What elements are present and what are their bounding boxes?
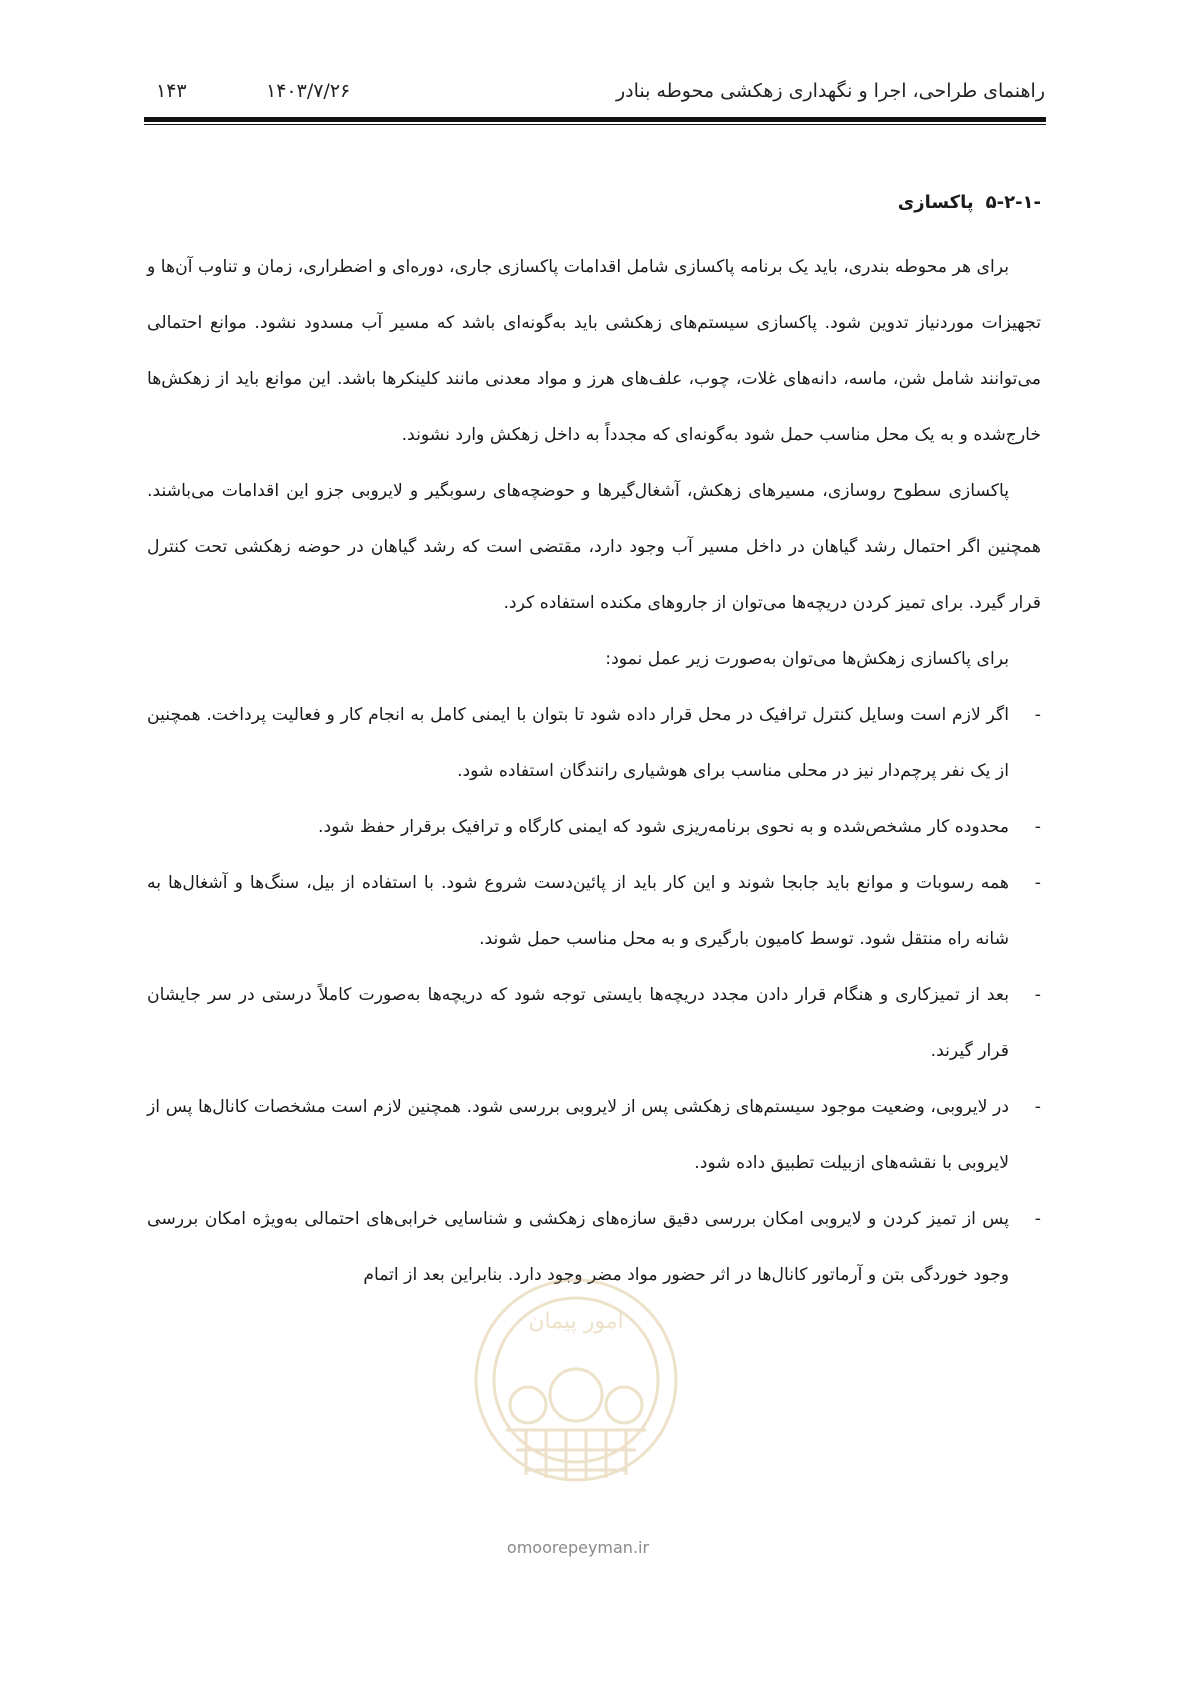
section-heading: [147, 175, 1041, 231]
watermark-logo: [466, 1270, 686, 1510]
list-dash: -: [1034, 1209, 1041, 1229]
list-dash: -: [1034, 1097, 1041, 1117]
running-title: راهنمای طراحی، اجرا و نگهداری زهکشی محوطه بنادر: [615, 80, 1045, 102]
header-date: ۱۴۰۳/۷/۲۶: [266, 80, 351, 102]
list-item-text: اگر لازم است وسایل کنترل ترافیک در محل قرار داده شود تا بتوان با ایمنی کامل به انجام کار و فعالیت پرداخت. همچنین از یک نفر پرچم‌دار نیز در محلی مناسب برای هوشیاری رانندگان استفاده شود.: [147, 705, 1009, 781]
list-dash: -: [1034, 985, 1041, 1005]
list-item-text: پس از تمیز کردن و لایروبی امکان بررسی دقیق سازه‌های زهکشی و شناسایی خرابی‌های احتمالی به‌ویژه امکان بررسی وجود خوردگی بتن و آرماتور کانال‌ها در اثر حضور مواد مضر وجود دارد. بنابراین بعد از اتمام: [147, 1209, 1009, 1285]
list-item: [147, 967, 1041, 1079]
page-body: [147, 175, 1041, 1303]
paragraph-1: برای هر محوطه بندری، باید یک برنامه پاکسازی شامل اقدامات پاکسازی جاری، دوره‌ای و اضطراری، زمان و تناوب آن‌ها و تجهیزات موردنیاز تدوین شود. پاکسازی سیستم‌های زهکشی باید به‌گونه‌ای باشد که مسیر آب مسدود نشود. موانع احتمالی می‌توانند شامل شن، ماسه، دانه‌های غلات، چوب، علف‌های هرز و مواد معدنی مانند کلینکرها باشد. این موانع باید از زهکش‌ها خارج‌شده و به یک محل مناسب حمل شود به‌گونه‌ای که مجدداً به داخل زهکش وارد نشوند.: [147, 257, 1041, 445]
list-dash: -: [1034, 817, 1041, 837]
list-item-text: محدوده کار مشخص‌شده و به نحوی برنامه‌ریزی شود که ایمنی کارگاه و ترافیک برقرار حفظ شود.: [318, 817, 1009, 837]
list-item: [147, 1079, 1041, 1191]
list-intro: برای پاکسازی زهکش‌ها می‌توان به‌صورت زیر عمل نمود:: [605, 649, 1009, 669]
section-title: پاکسازی: [897, 192, 974, 213]
list-item: [147, 799, 1041, 855]
list-item: [147, 855, 1041, 967]
list-item: [147, 687, 1041, 799]
watermark-site: omoorepeyman.ir: [506, 1538, 650, 1557]
list-item-text: بعد از تمیزکاری و هنگام قرار دادن مجدد دریچه‌ها بایستی توجه شود که دریچه‌ها به‌صورت کاملاً درستی در سر جایشان قرار گیرند.: [147, 985, 1009, 1061]
section-number: ۵-۲-۱-: [985, 192, 1041, 213]
header-rule-thick: [144, 117, 1046, 122]
cleaning-steps-list: [147, 687, 1041, 1303]
page-header: [146, 76, 1045, 106]
list-dash: -: [1034, 873, 1041, 893]
paragraph-2: پاکسازی سطوح روسازی، مسیرهای زهکش، آشغال‌گیرها و حوضچه‌های رسوبگیر و لایروبی جزو این اقدامات می‌باشند. همچنین اگر احتمال رشد گیاهان در داخل مسیر آب وجود دارد، مقتضی است که رشد گیاهان در حوضه زهکشی تحت کنترل قرار گیرد. برای تمیز کردن دریچه‌ها می‌توان از جاروهای مکنده استفاده کرد.: [147, 481, 1041, 613]
header-rule-thin: [144, 124, 1046, 125]
list-item-text: در لایروبی، وضعیت موجود سیستم‌های زهکشی پس از لایروبی بررسی شود. همچنین لازم است مشخصات کانال‌ها پس از لایروبی با نقشه‌های ازبیلت تطبیق داده شود.: [147, 1097, 1009, 1173]
page-number: ۱۴۳: [156, 80, 187, 102]
list-item-text: همه رسوبات و موانع باید جابجا شوند و این کار باید از پائین‌دست شروع شود. با استفاده از بیل، سنگ‌ها و آشغال‌ها به شانه راه منتقل شود. توسط کامیون بارگیری و به محل مناسب حمل شوند.: [147, 873, 1009, 949]
watermark-logo-text: امور پیمان: [528, 1309, 624, 1334]
list-dash: -: [1034, 705, 1041, 725]
